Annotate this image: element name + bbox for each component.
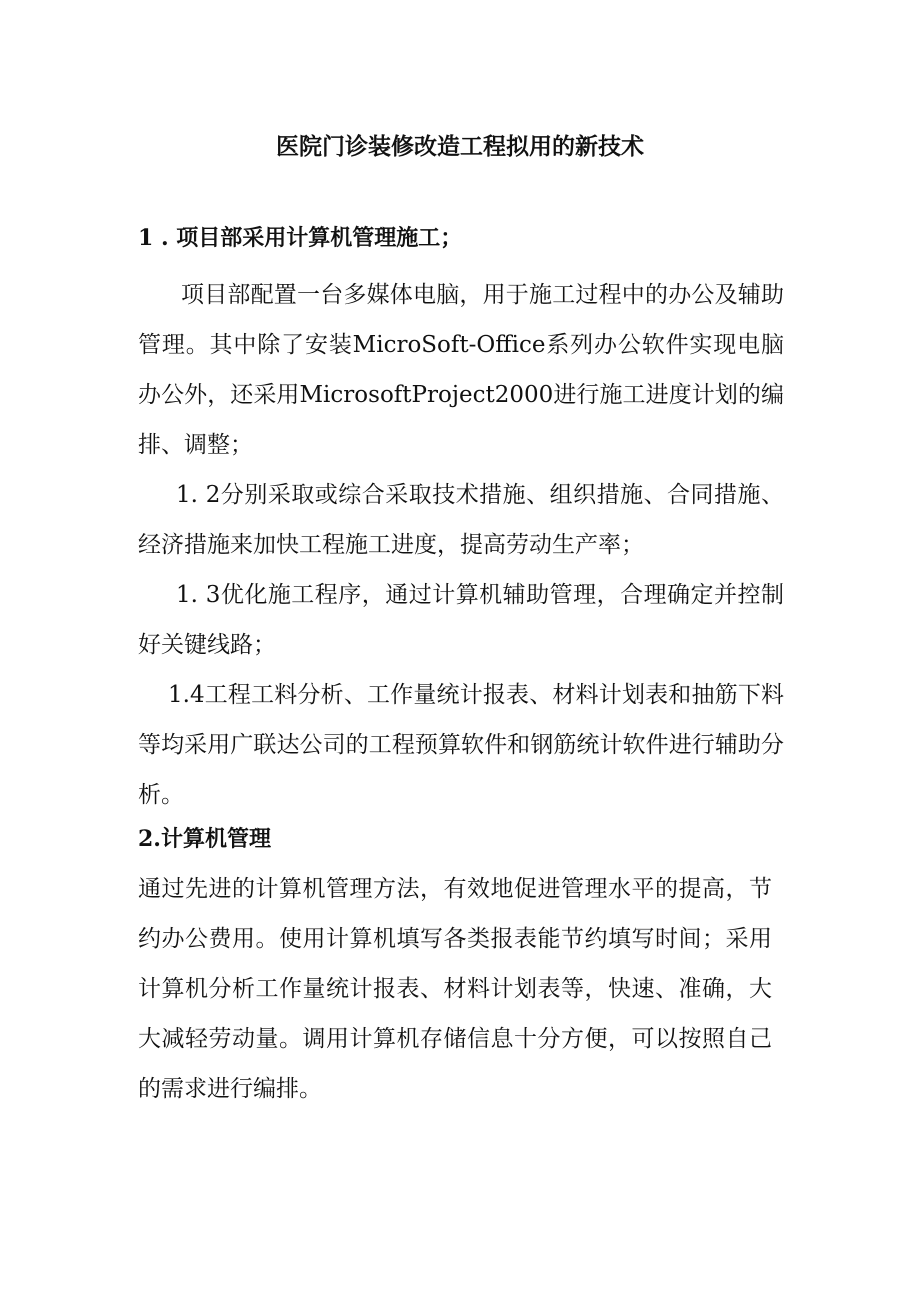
section-1-paragraph-1: 项目部配置一台多媒体电脑，用于施工过程中的办公及辅助管理。其中除了安装MicroSoft-Office系列办公软件实现电脑办公外，还采用MicrosoftProject2000进行施工进度计划的编排、调整； [138,282,784,458]
document-title: 医院门诊装修改造工程拟用的新技术 [276,133,644,160]
section-2-paragraph-1: 通过先进的计算机管理方法，有效地促进管理水平的提高，节约办公费用。使用计算机填写各类报表能节约填写时间；采用计算机分析工作量统计报表、材料计划表等，快速、准确，大大减轻劳动量。调用计算机存储信息十分方便，可以按照自己的需求进行编排。 [138,876,772,1102]
section-1-paragraph-2: 1. 2分别采取或综合采取技术措施、组织措施、合同措施、经济措施来加快工程施工进度，提高劳动生产率； [138,482,784,558]
section-1-heading: 1 . 项目部采用计算机管理施工； [138,225,463,251]
section-2-heading: 2.计算机管理 [138,826,271,852]
section-1-paragraph-4: 1.4工程工料分析、工作量统计报表、材料计划表和抽筋下料等均采用广联达公司的工程预算软件和钢筋统计软件进行辅助分析。 [138,682,784,808]
section-1-paragraph-3: 1. 3优化施工程序，通过计算机辅助管理，合理确定并控制好关键线路； [138,582,784,658]
